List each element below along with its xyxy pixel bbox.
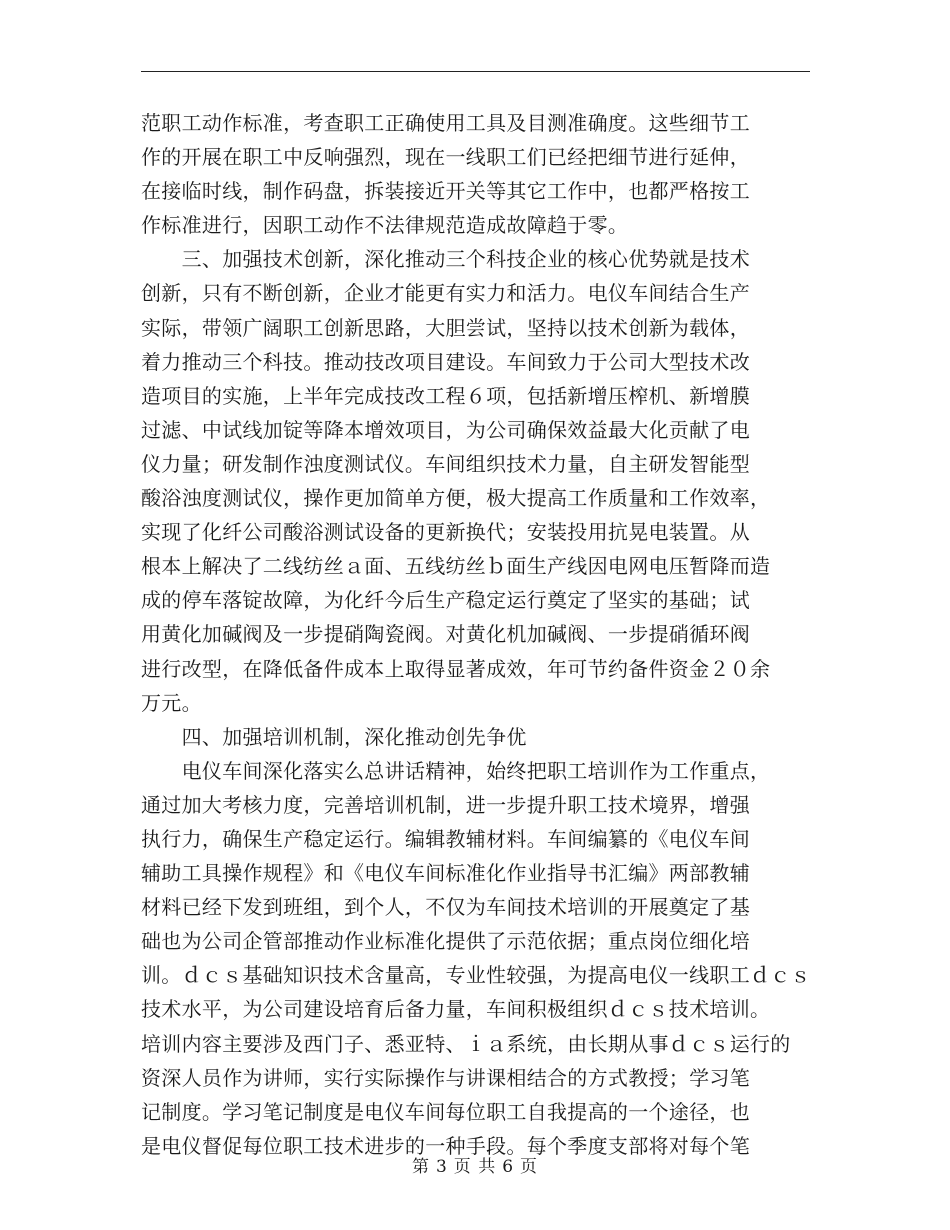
text-line: 酸浴浊度测试仪，操作更加简单方便，极大提高工作质量和工作效率，: [141, 486, 771, 511]
text-line: 作标准进行，因职工动作不法律规范造成故障趋于零。: [141, 213, 629, 238]
text-line: 电仪车间深化落实么总讲话精神，始终把职工培训作为工作重点，: [141, 758, 771, 783]
text-line: 进行改型，在降低备件成本上取得显著成效，年可节约备件资金２０余: [141, 656, 771, 681]
text-line: 通过加大考核力度，完善培训机制，进一步提升职工技术境界，增强: [141, 792, 750, 817]
text-line: 万元。: [141, 690, 202, 715]
text-line: 创新，只有不断创新，企业才能更有实力和活力。电仪车间结合生产: [141, 281, 750, 306]
text-line: 培训内容主要涉及西门子、悉亚特、ｉａ系统，由长期从事ｄｃｓ运行的: [141, 1031, 791, 1056]
section-heading-line: 三、加强技术创新，深化推动三个科技企业的核心优势就是技术: [141, 247, 750, 272]
text-line: 技术水平，为公司建设培育后备力量，车间积极组织ｄｃｓ技术培训。: [141, 997, 771, 1022]
text-line: 用黄化加碱阀及一步提硝陶瓷阀。对黄化机加碱阀、一步提硝循环阀: [141, 622, 750, 647]
footer-prefix: 第: [411, 1157, 430, 1177]
text-line: 辅助工具操作规程》和《电仪车间标准化作业指导书汇编》两部教辅: [141, 861, 750, 886]
text-line: 执行力，确保生产稳定运行。编辑教辅材料。车间编纂的《电仪车间: [141, 826, 750, 851]
footer-middle: 页 共: [453, 1157, 497, 1177]
document-body: [141, 106, 821, 1163]
text-line: 造项目的实施，上半年完成技改工程６项，包括新增压榨机、新增膜: [141, 383, 750, 408]
text-line: 着力推动三个科技。推动技改项目建设。车间致力于公司大型技术改: [141, 349, 750, 374]
page-footer: [0, 1152, 950, 1177]
text-line: 仪力量；研发制作浊度测试仪。车间组织技术力量，自主研发智能型: [141, 451, 750, 476]
footer-suffix: 页: [520, 1157, 539, 1177]
text-line: 作的开展在职工中反响强烈，现在一线职工们已经把细节进行延伸，: [141, 145, 750, 170]
text-line: 根本上解决了二线纺丝ａ面、五线纺丝ｂ面生产线因电网电压暂降而造: [141, 554, 771, 579]
section-heading-line: 四、加强培训机制，深化推动创先争优: [141, 724, 527, 749]
text-line: 实际，带领广阔职工创新思路，大胆尝试，坚持以技术创新为载体，: [141, 315, 750, 340]
text-line: 是电仪督促每位职工技术进步的一种手段。每个季度支部将对每个笔: [141, 1133, 750, 1158]
text-line: 实现了化纤公司酸浴测试设备的更新换代；安装投用抗晃电装置。从: [141, 520, 750, 545]
text-line: 材料已经下发到班组，到个人，不仅为车间技术培训的开展奠定了基: [141, 895, 750, 920]
current-page-number: 3: [435, 1157, 448, 1177]
text-line: 范职工动作标准，考查职工正确使用工具及目测准确度。这些细节工: [141, 111, 750, 135]
text-line: 成的停车落锭故障，为化纤今后生产稳定运行奠定了坚实的基础；试: [141, 588, 750, 613]
text-line: 在接临时线，制作码盘，拆装接近开关等其它工作中，也都严格按工: [141, 179, 750, 204]
text-line: 础也为公司企管部推动作业标准化提供了示范依据；重点岗位细化培: [141, 929, 750, 954]
text-line: 训。ｄｃｓ基础知识技术含量高，专业性较强，为提高电仪一线职工ｄｃｓ: [141, 963, 811, 988]
header-divider: [141, 71, 810, 72]
text-line: 过滤、中试线加锭等降本增效项目，为公司确保效益最大化贡献了电: [141, 417, 750, 442]
text-line: 记制度。学习笔记制度是电仪车间每位职工自我提高的一个途径，也: [141, 1099, 750, 1124]
total-page-count: 6: [502, 1157, 515, 1177]
text-line: 资深人员作为讲师，实行实际操作与讲课相结合的方式教授；学习笔: [141, 1065, 750, 1090]
